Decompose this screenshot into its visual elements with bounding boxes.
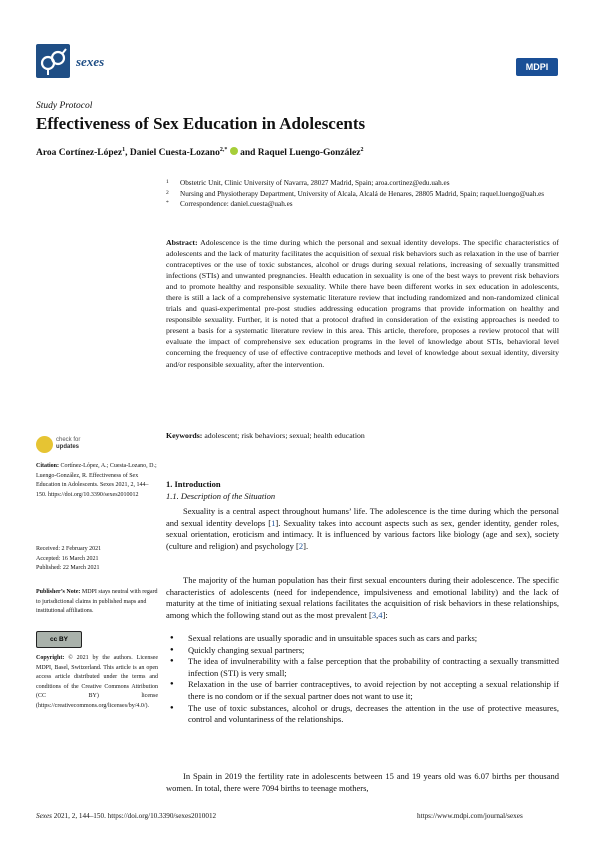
- citation: [36, 462, 158, 500]
- affiliation-text: Correspondence: daniel.cuesta@uah.es: [180, 200, 293, 209]
- publisher-note-text: MDPI stays neutral with regard to jurisdictional claims in published maps and institutional affiliations.: [36, 589, 158, 615]
- body-paragraph: In Spain in 2019 the fertility rate in adolescents between 15 and 19 years old was 6.07 births per thousand women. In total, there were 7094 births to teenage mothers,: [166, 771, 559, 793]
- journal-name: sexes: [76, 54, 105, 69]
- publisher-note: [36, 588, 158, 617]
- accepted-date: Accepted: 16 March 2021: [36, 555, 99, 562]
- cc-license-icon[interactable]: cc BY: [36, 631, 82, 648]
- affiliation-mark: *: [166, 200, 169, 207]
- abstract-text: Adolescence is the time during which the personal and sexual identity develops. The specific characteristics of adolescents and the lack of maturity facilitates the acquisition of sexual risk behaviors such as relaxation in the use of barrier contraceptives or the use of toxic substances, alcohol or drugs during sexual relations, increasing of sexually transmitted infections (STIs) and unwanted pregnancies. Health education in sexuality is one of the best ways to prevent risk behaviors and to promote healthy and responsible sexuality. While there have been different works in sex education in adolescents, there is still a lack of a comprehensive systematic literature review that including randomized and non-randomized clinical trials and quasi-experimental pre-post studies addressing education programs that provide information on healthy and responsible sexuality. Further, it is noted that a protocol drafted in consideration of the existing approaches is needed to present a basis for a systematic literature review in this area. This article, therefore, proposes a review protocol that will evaluate the impact of comprehensive sex education programs in the level of knowledge about STIs, behavioral level concerning the frequency of use of effective contraceptive methods and level of knowledge about sexual identity, diversity and/or responsible sexuality, after the intervention.: [166, 238, 559, 369]
- reference-link[interactable]: 1: [271, 517, 276, 528]
- publisher-logo: MDPI: [516, 58, 558, 76]
- citation-label: Citation:: [36, 463, 59, 469]
- keywords: [166, 431, 559, 440]
- affiliation-mark: 2: [166, 189, 169, 196]
- list-item: ● Relaxation in the use of barrier contraceptives, to avoid rejection by not accepting a sexual relationship if there is no condom or if the sexual partner does not want to use it;: [166, 679, 559, 702]
- reference-link[interactable]: 3: [371, 609, 377, 620]
- footer-citation: [36, 812, 216, 820]
- received-date: Received: 2 February 2021: [36, 546, 102, 552]
- copyright-text: © 2021 by the authors. Licensee MDPI, Basel, Switzerland. This article is an open access article distributed under the terms and conditions of the Creative Commons Attribution (CC BY) license (https://creativecommons.org/licenses/by/4.0/).: [36, 655, 159, 709]
- reference-link[interactable]: 4: [378, 609, 383, 620]
- article-title: Effectiveness of Sex Education in Adolescents: [36, 114, 366, 133]
- author-name[interactable]: Raquel Luengo-González: [257, 148, 361, 159]
- citation-text: Cortínez-López, A.; Cuesta-Lozano, D.; Luengo-González, R. Effectiveness of Sex Education in Adolescents. Sexes 2021, 2, 144–150. https://doi.org/10.3390/sexes2010012: [36, 463, 157, 498]
- author-name[interactable]: Daniel Cuesta-Lozano: [129, 148, 220, 159]
- list-item: ● Sexual relations are usually sporadic and in unsuitable spaces such as cars and parks;: [166, 633, 559, 645]
- author-affiliation-mark: 2,*: [219, 147, 228, 153]
- reference-link[interactable]: 2: [298, 540, 304, 551]
- affiliation-text: Nursing and Physiotherapy Department, University of Alcala, Alcalá de Henares, 28805 Madrid, Spain; raquel.luengo@uah.es: [180, 189, 545, 198]
- section-heading: 1. Introduction: [166, 479, 221, 489]
- author-name[interactable]: Aroa Cortínez-López: [36, 148, 123, 159]
- published-date: Published: 22 March 2021: [36, 565, 100, 572]
- abstract-label: Abstract:: [166, 238, 198, 247]
- publication-dates: [36, 545, 158, 574]
- body-paragraph: The majority of the human population has their first sexual encounters during their adolescence. The specific characteristics of adolescents (need for independence, impulsiveness and emotional lability) and the lack of maturity at the time of initiating sexual relations facilitates the acquisition of risk behaviors in these relationships, among which the following stand out as the most prevalent [3,4]:: [166, 575, 559, 620]
- copyright: [36, 654, 158, 712]
- risk-behaviors-list: [166, 633, 559, 726]
- check-updates-label: check for updates: [56, 437, 81, 450]
- keywords-label: Keywords:: [166, 431, 203, 440]
- abstract: [166, 237, 559, 370]
- list-item: ● The use of toxic substances, alcohol or drugs, decreases the attention in the use of protective measures, control and voluntariness of the relationships.: [166, 703, 559, 726]
- affiliation-mark: 1: [166, 179, 169, 185]
- affiliation-text: Obstetric Unit, Clinic University of Navarra, 28027 Madrid, Spain; aroa.cortinez@edu.uah.es: [180, 179, 450, 187]
- subsection-heading: 1.1. Description of the Situation: [166, 491, 276, 501]
- affiliations: [166, 178, 566, 210]
- author-affiliation-mark: 2: [360, 147, 364, 153]
- affiliation-item: [166, 178, 566, 189]
- author-separator: ,: [125, 148, 130, 159]
- author-separator: and: [237, 148, 258, 159]
- copyright-label: Copyright:: [36, 655, 65, 661]
- affiliation-item: [166, 189, 566, 200]
- check-updates-icon: [36, 436, 53, 453]
- body-paragraph: Sexuality is a central aspect throughout humans’ life. The adolescence is the time during which the personal and sexual identity develops [1]. Sexuality takes into account aspects such as sex, gender identity, gender roles, sexual orientation, eroticism and intimacy. It is influenced by various factors like biology (age and sex), society (culture and religion) and psychology [2].: [166, 506, 559, 551]
- keywords-text: adolescent; risk behaviors; sexual; health education: [204, 431, 365, 440]
- affiliation-item: [166, 199, 566, 210]
- author-affiliation-mark: 1: [122, 147, 126, 153]
- footer-citation-text[interactable]: 2021, 2, 144–150. https://doi.org/10.3390/sexes2010012: [53, 812, 217, 820]
- list-item: ● Quickly changing sexual partners;: [166, 645, 559, 657]
- list-item: ● The idea of invulnerability with a false perception that the probability of contracting a sexually transmitted infection (STI) is very small;: [166, 656, 559, 679]
- footer-journal: Sexes: [36, 812, 52, 820]
- footer-journal-url[interactable]: https://www.mdpi.com/journal/sexes: [417, 812, 523, 820]
- journal-logo-icon: [36, 44, 70, 78]
- publisher-note-label: Publisher’s Note:: [36, 589, 81, 595]
- article-type: Study Protocol: [36, 101, 93, 111]
- author-list: [36, 147, 363, 158]
- orcid-icon[interactable]: [230, 147, 238, 155]
